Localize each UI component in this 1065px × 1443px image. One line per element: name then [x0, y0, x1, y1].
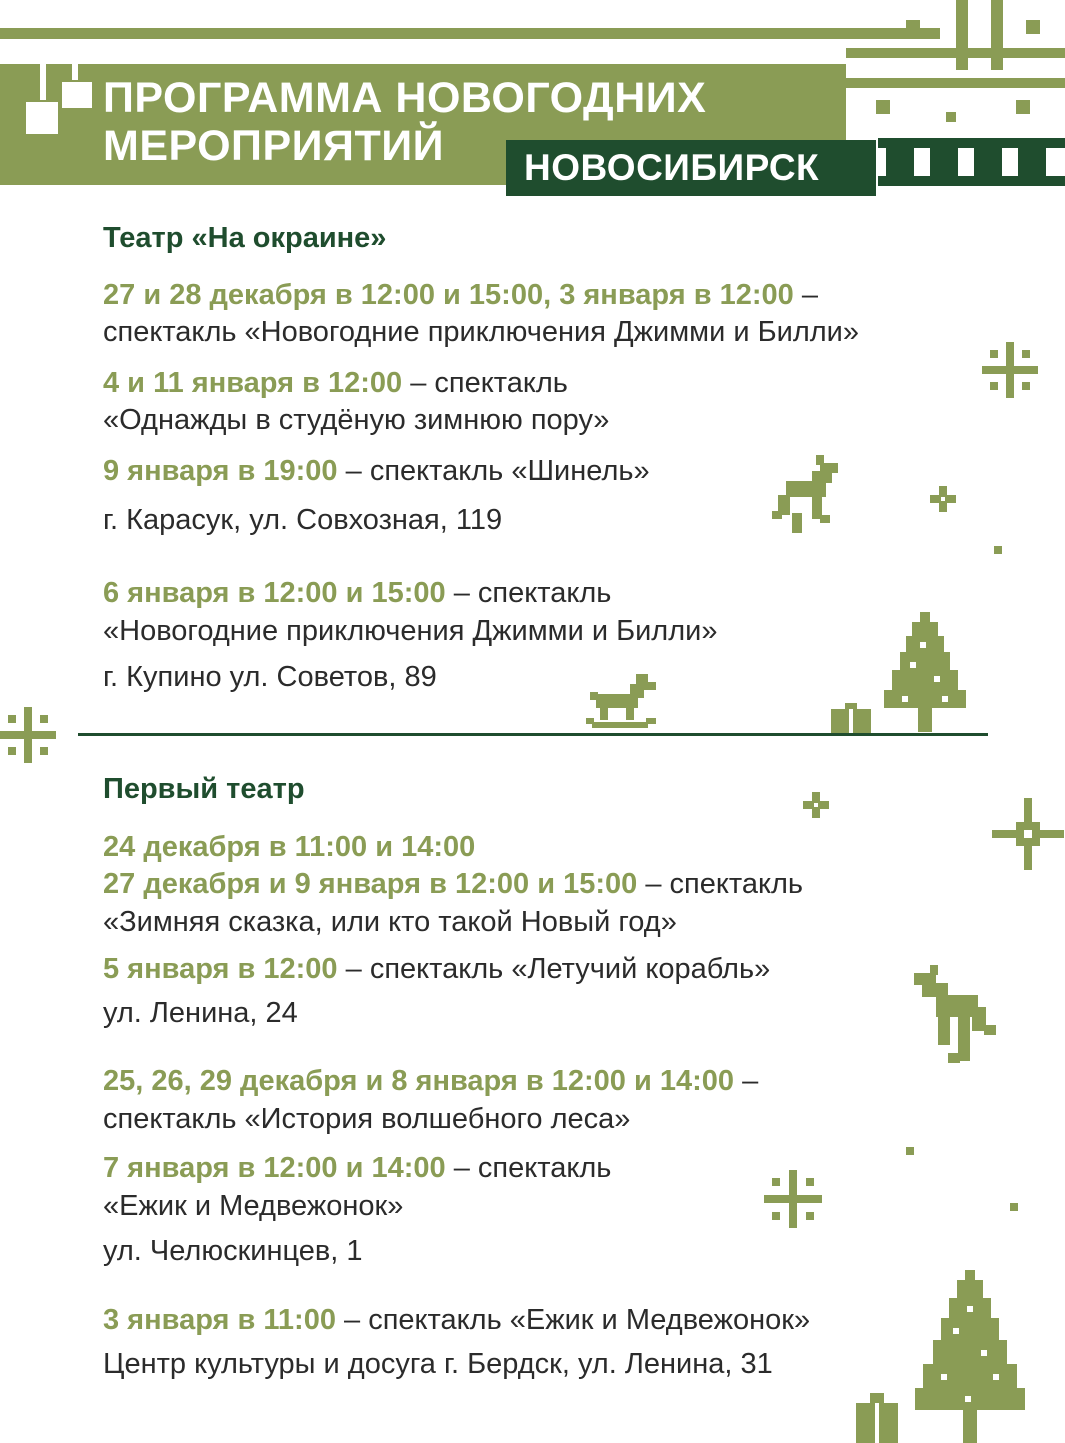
horse-icon [772, 455, 842, 535]
event-line: 27 декабря и 9 января в 12:00 и 15:00 – спектакль [103, 868, 803, 900]
hanging-ornaments-icon [14, 40, 94, 140]
event-line: «Ежик и Медвежонок» [103, 1190, 404, 1222]
rocking-horse-icon [586, 674, 658, 732]
event-line: 4 и 11 января в 12:00 – спектакль [103, 367, 568, 399]
event-line: 5 января в 12:00 – спектакль «Летучий корабль» [103, 953, 771, 985]
snowflake-icon [982, 342, 1038, 398]
header-top-line [0, 28, 940, 39]
address-line: г. Купино ул. Советов, 89 [103, 661, 437, 693]
snowflake-icon [0, 707, 56, 763]
gift-box-icon [856, 1393, 898, 1443]
section-title: Первый театр [103, 773, 305, 805]
event-line: «Зимняя сказка, или кто такой Новый год» [103, 906, 677, 938]
snowflake-icon [764, 1170, 822, 1228]
address-line: ул. Челюскинцев, 1 [103, 1235, 363, 1267]
event-line: 7 января в 12:00 и 14:00 – спектакль [103, 1152, 612, 1184]
event-line: спектакль «Новогодние приключения Джимми и Билли» [103, 316, 860, 348]
christmas-tree-icon [915, 1270, 1025, 1443]
event-line: 3 января в 11:00 – спектакль «Ежик и Медвежонок» [103, 1304, 811, 1336]
address-line: ул. Ленина, 24 [103, 997, 298, 1029]
event-line: 6 января в 12:00 и 15:00 – спектакль [103, 577, 612, 609]
horse-icon [908, 965, 998, 1070]
sparkle-icon [930, 486, 956, 512]
gift-box-icon [831, 703, 871, 733]
page-title-line2: МЕРОПРИЯТИЙ [103, 122, 445, 170]
section-divider [78, 733, 988, 736]
event-line: спектакль «История волшебного леса» [103, 1103, 631, 1135]
sparkle-icon [803, 792, 829, 818]
city-badge: НОВОСИБИРСК [506, 140, 876, 196]
dot-icon [1010, 1203, 1018, 1211]
snowflake-icon [992, 798, 1064, 870]
event-line: 9 января в 19:00 – спектакль «Шинель» [103, 455, 650, 487]
event-line: 24 декабря в 11:00 и 14:00 [103, 831, 476, 863]
event-line: «Однажды в студёную зимнюю пору» [103, 404, 610, 436]
address-line: Центр культуры и досуга г. Бердск, ул. Ленина, 31 [103, 1348, 773, 1380]
address-line: г. Карасук, ул. Совхозная, 119 [103, 504, 503, 536]
section-title: Театр «На окраине» [103, 222, 387, 254]
event-line: 25, 26, 29 декабря и 8 января в 12:00 и 14:00 – [103, 1065, 759, 1097]
event-line: 27 и 28 декабря в 12:00 и 15:00, 3 января в 12:00 – [103, 279, 818, 311]
christmas-tree-icon [880, 612, 970, 732]
dot-icon [906, 1147, 914, 1155]
page-title-line1: ПРОГРАММА НОВОГОДНИХ [103, 74, 707, 122]
event-line: «Новогодние приключения Джимми и Билли» [103, 615, 718, 647]
dot-icon [994, 546, 1002, 554]
pixel-pattern-icon [846, 0, 1065, 200]
